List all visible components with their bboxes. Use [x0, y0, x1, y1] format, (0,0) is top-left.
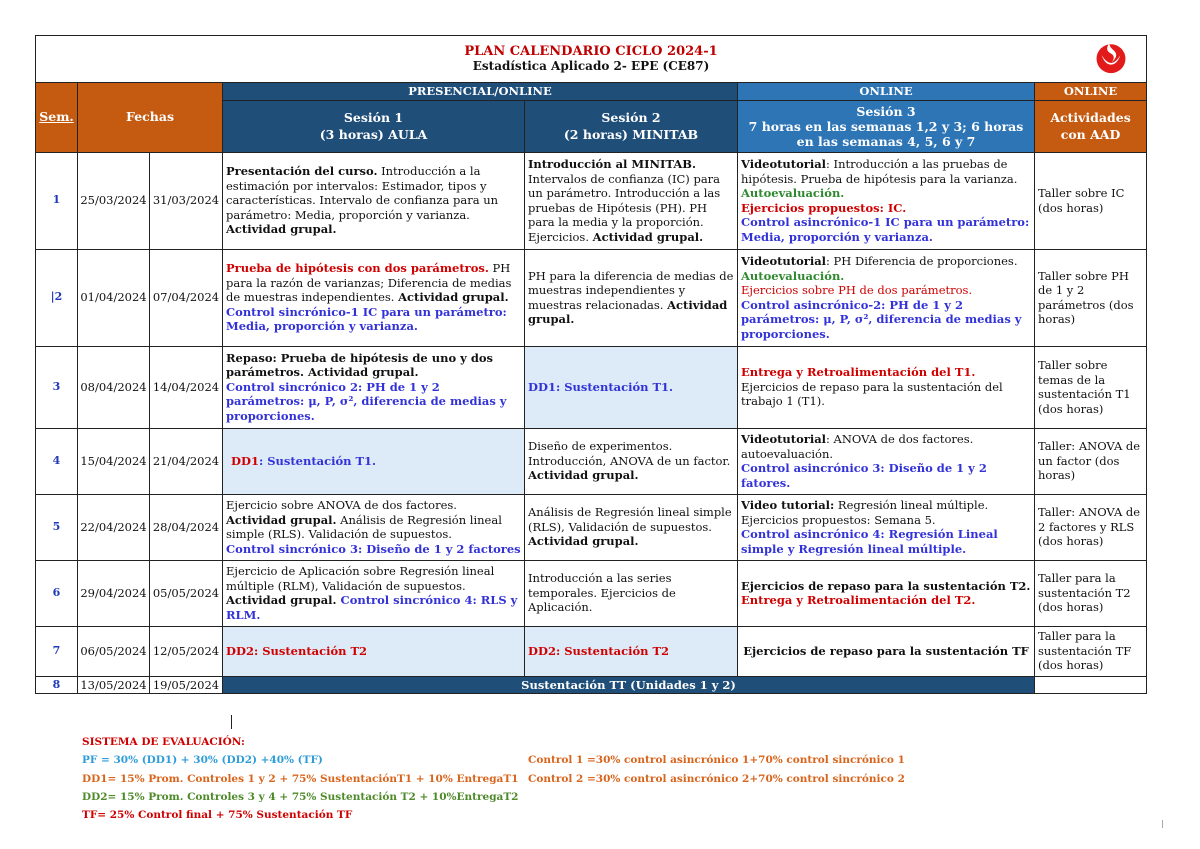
session-3-header: [738, 100, 1035, 152]
calendar-sheet: [35, 35, 1146, 694]
activity-cell: Taller: ANOVA de un factor (dos horas): [1035, 428, 1147, 494]
s1-text: Ejercicio de Aplicación sobre Regresión lineal múltiple (RLM), Validación de supuestos.: [226, 564, 495, 593]
table-row: [36, 428, 1147, 494]
session-1-title: Sesión 1: [343, 110, 404, 125]
table-row: [36, 560, 1147, 626]
activity-cell: [1035, 676, 1147, 694]
activity-cell: Taller: ANOVA de 2 factores y RLS (dos horas): [1035, 494, 1147, 560]
s3-text: Videotutorial: [741, 432, 827, 446]
session-1-cell: [223, 428, 525, 494]
activities-header-label: Actividades con AAD: [1050, 110, 1131, 142]
start-date: 08/04/2024: [78, 346, 150, 428]
legend-dd2: DD2= 15% Prom. Controles 3 y 4 + 75% Sustentación T2 + 10%EntregaT2: [82, 791, 519, 803]
s1-text: Actividad grupal.: [226, 593, 337, 607]
s1-text: PH para la razón de varianzas; Diferencia de medias de muestras independientes.: [226, 261, 512, 305]
s3-text: Ejercicios de repaso para la sustentación del trabajo 1 (T1).: [741, 379, 1003, 409]
end-date: 05/05/2024: [150, 560, 223, 626]
start-date: 01/04/2024: [78, 249, 150, 346]
upc-logo-icon: [1094, 40, 1128, 74]
s1-text: Ejercicio sobre ANOVA de dos factores.: [226, 498, 457, 512]
s1-text: Introducción a la estimación por intervalos: Estimador, tipos y características. Intervalo de confianza para un parámetro: Media, proporción y varianza.: [226, 164, 499, 222]
s1-text: Actividad grupal.: [226, 512, 337, 527]
start-date: 06/05/2024: [78, 626, 150, 676]
s1-text: Actividad grupal.: [226, 222, 337, 237]
s1-text: Control sincrónico-1 IC para un parámetro: Media, proporción y varianza.: [226, 304, 507, 334]
week-number: 3: [36, 346, 78, 428]
s2-text: Actividad grupal.: [592, 229, 704, 244]
s3-text: Ejercicios de repaso para la sustentación TF: [743, 643, 1029, 658]
s3-text: : ANOVA de dos factores. autoevaluación.: [741, 432, 974, 461]
start-date: 15/04/2024: [78, 428, 150, 494]
session-2-cell: [525, 494, 738, 560]
table-row: [36, 626, 1147, 676]
s3-text: Regresión lineal múltiple.: [834, 498, 989, 512]
week-number: 8: [36, 676, 78, 694]
week-number: 1: [36, 152, 78, 249]
s1-text: Control sincrónico 2: PH de 1 y 2 parámetros: μ, P, σ², diferencia de medias y proporciones.: [226, 379, 507, 423]
end-date: 12/05/2024: [150, 626, 223, 676]
activity-cell: Taller sobre PH de 1 y 2 parámetros (dos horas): [1035, 249, 1147, 346]
session-3-cell: [738, 560, 1035, 626]
s3-text: Control asincrónico-2: PH de 1 y 2 parámetros: μ, P, σ², diferencia de medias y proporciones.: [741, 297, 1022, 341]
s2-text: Diseño de experimentos. Introducción, ANOVA de un factor.: [528, 439, 731, 468]
activity-cell: Taller sobre IC (dos horas): [1035, 152, 1147, 249]
session-3-cell: [738, 346, 1035, 428]
s1-text: Control sincrónico 3: Diseño de 1 y 2 factores: [226, 541, 521, 556]
end-date: 31/03/2024: [150, 152, 223, 249]
session-3-sub: 7 horas en las semanas 1,2 y 3; 6 horas en las semanas 4, 5, 6 y 7: [748, 118, 1024, 149]
session-2-title: Sesión 2: [601, 110, 661, 125]
online-header: ONLINE: [738, 83, 1035, 101]
s3-text: Autoevaluación.: [741, 268, 845, 283]
session-1-cell: [223, 626, 525, 676]
s3-text: Entrega y Retroalimentación del T2.: [741, 593, 976, 607]
s3-text: Entrega y Retroalimentación del T1.: [741, 365, 976, 380]
session-1-cell: [223, 560, 525, 626]
sem-header: [36, 83, 78, 153]
s1-text: Análisis de Regresión lineal simple (RLS). Validación de supuestos.: [226, 512, 502, 541]
s3-text: : PH Diferencia de proporciones.: [826, 254, 1018, 268]
s1-text: Repaso: Prueba de hipótesis de uno y dos parámetros. Actividad grupal.: [226, 350, 494, 380]
session-2-cell: [525, 346, 738, 428]
week-number: 7: [36, 626, 78, 676]
session-1-cell: [223, 152, 525, 249]
end-date: 07/04/2024: [150, 249, 223, 346]
s2-text: Introducción a las series temporales. Ejercicios de Aplicación.: [528, 571, 676, 615]
table-row: [36, 676, 1147, 694]
s2-text: Actividad grupal.: [528, 468, 639, 483]
activity-cell: Taller para la sustentación TF (dos horas): [1035, 626, 1147, 676]
end-date: 28/04/2024: [150, 494, 223, 560]
s2-text: Introducción al MINITAB.: [528, 157, 696, 171]
s3-text: Videotutorial: [741, 254, 827, 268]
session-1-cell: [223, 346, 525, 428]
s3-text: Control asincrónico 4: Regresión Lineal simple y Regresión lineal múltiple.: [741, 527, 998, 556]
s2-text: Actividad grupal.: [528, 534, 639, 549]
table-row: [36, 494, 1147, 560]
start-date: 29/04/2024: [78, 560, 150, 626]
start-date: 25/03/2024: [78, 152, 150, 249]
s3-text: Ejercicios de repaso para la sustentación T2.: [741, 578, 1031, 593]
week-number: |2: [36, 249, 78, 346]
s3-text: Videotutorial: [741, 157, 827, 171]
page-title: PLAN CALENDARIO CICLO 2024-1: [464, 43, 718, 59]
s1-text: Presentación del curso.: [226, 164, 378, 179]
end-date: 21/04/2024: [150, 428, 223, 494]
s2-text: Análisis de Regresión lineal simple (RLS), Validación de supuestos.: [528, 505, 732, 534]
table-row: [36, 249, 1147, 346]
start-date: 13/05/2024: [78, 676, 150, 694]
title-cell: [36, 36, 1147, 83]
session-2-sub: (2 horas) MINITAB: [563, 127, 699, 142]
session-2-cell: [525, 152, 738, 249]
week-number: 4: [36, 428, 78, 494]
s2-text: DD1: Sustentación T1.: [528, 379, 674, 394]
session-3-cell: [738, 249, 1035, 346]
table-row: [36, 346, 1147, 428]
start-date: 22/04/2024: [78, 494, 150, 560]
week-number: 6: [36, 560, 78, 626]
session-2-cell: [525, 249, 738, 346]
page-marker: [1162, 820, 1163, 828]
s2-text: Intervalos de confianza (IC) para un parámetro. Introducción a las pruebas de Hipótesis (PH). PH para la media y la proporción. Ejercicios.: [528, 171, 721, 244]
s1-text: DD1: [231, 453, 259, 468]
text-cursor: [231, 715, 232, 729]
session-1-cell: [223, 249, 525, 346]
s2-text: Actividad grupal.: [528, 297, 728, 326]
session-2-cell: [525, 626, 738, 676]
session-2-cell: [525, 428, 738, 494]
s3-text: : Introducción a las pruebas de hipótesis. Prueba de hipótesis para la varianza.: [741, 157, 1018, 186]
sem-header-label: Sem.: [39, 109, 74, 124]
s1-text: Actividad grupal.: [398, 290, 509, 305]
s1-text: Control sincrónico 4: RLS y RLM.: [226, 593, 518, 622]
session-3-cell: [738, 626, 1035, 676]
session-2-header: [525, 100, 738, 152]
s3-text: Control asincrónico 3: Diseño de 1 y 2 fatores.: [741, 461, 987, 490]
final-presentation-bar: Sustentación TT (Unidades 1 y 2): [223, 676, 1035, 694]
s3-text: Ejercicios propuestos: IC.: [741, 200, 907, 215]
s3-text: Ejercicios propuestos: Semana 5.: [741, 512, 936, 527]
table-row: [36, 152, 1147, 249]
week-number: 5: [36, 494, 78, 560]
fechas-header: Fechas: [78, 83, 223, 153]
activity-cell: Taller sobre temas de la sustentación T1 (dos horas): [1035, 346, 1147, 428]
session-2-cell: [525, 560, 738, 626]
page-subtitle: Estadística Aplicado 2- EPE (CE87): [472, 59, 710, 73]
session-3-cell: [738, 152, 1035, 249]
session-3-cell: [738, 428, 1035, 494]
presencial-online-header: PRESENCIAL/ONLINE: [223, 83, 738, 101]
legend-control-2: Control 2 =30% control asincrónico 2+70% control sincrónico 2: [528, 773, 905, 785]
s2-text: PH para la diferencia de medias de muestras independientes y muestras relacionadas.: [528, 268, 734, 312]
session-1-header: [223, 100, 525, 152]
s1-text: DD2: Sustentación T2: [226, 643, 368, 658]
legend-pf: PF = 30% (DD1) + 30% (DD2) +40% (TF): [82, 754, 323, 766]
legend-control-1: Control 1 =30% control asincrónico 1+70% control sincrónico 1: [528, 754, 905, 766]
activities-header: [1035, 100, 1147, 152]
end-date: 19/05/2024: [150, 676, 223, 694]
s3-text: Control asincrónico-1 IC para un parámetro: Media, proporción y varianza.: [741, 215, 1030, 244]
s3-text: Video tutorial:: [741, 498, 835, 512]
legend-dd1: DD1= 15% Prom. Controles 1 y 2 + 75% SustentaciónT1 + 10% EntregaT1: [82, 773, 519, 785]
legend-tf: TF= 25% Control final + 75% Sustentación TF: [82, 809, 353, 821]
s1-text: : Sustentación T1.: [258, 453, 377, 468]
online-header-2: ONLINE: [1035, 83, 1147, 101]
calendar-table: [35, 35, 1147, 694]
s3-text: Ejercicios sobre PH de dos parámetros.: [741, 283, 973, 297]
s3-text: Autoevaluación.: [741, 186, 845, 200]
session-3-cell: [738, 494, 1035, 560]
session-1-cell: [223, 494, 525, 560]
end-date: 14/04/2024: [150, 346, 223, 428]
legend-heading: SISTEMA DE EVALUACIÓN:: [82, 736, 245, 748]
session-1-sub: (3 horas) AULA: [319, 127, 428, 142]
s2-text: DD2: Sustentación T2: [528, 643, 670, 658]
s1-text: Prueba de hipótesis con dos parámetros.: [226, 261, 489, 276]
session-3-title: Sesión 3: [856, 103, 916, 119]
activity-cell: Taller para la sustentación T2 (dos horas): [1035, 560, 1147, 626]
